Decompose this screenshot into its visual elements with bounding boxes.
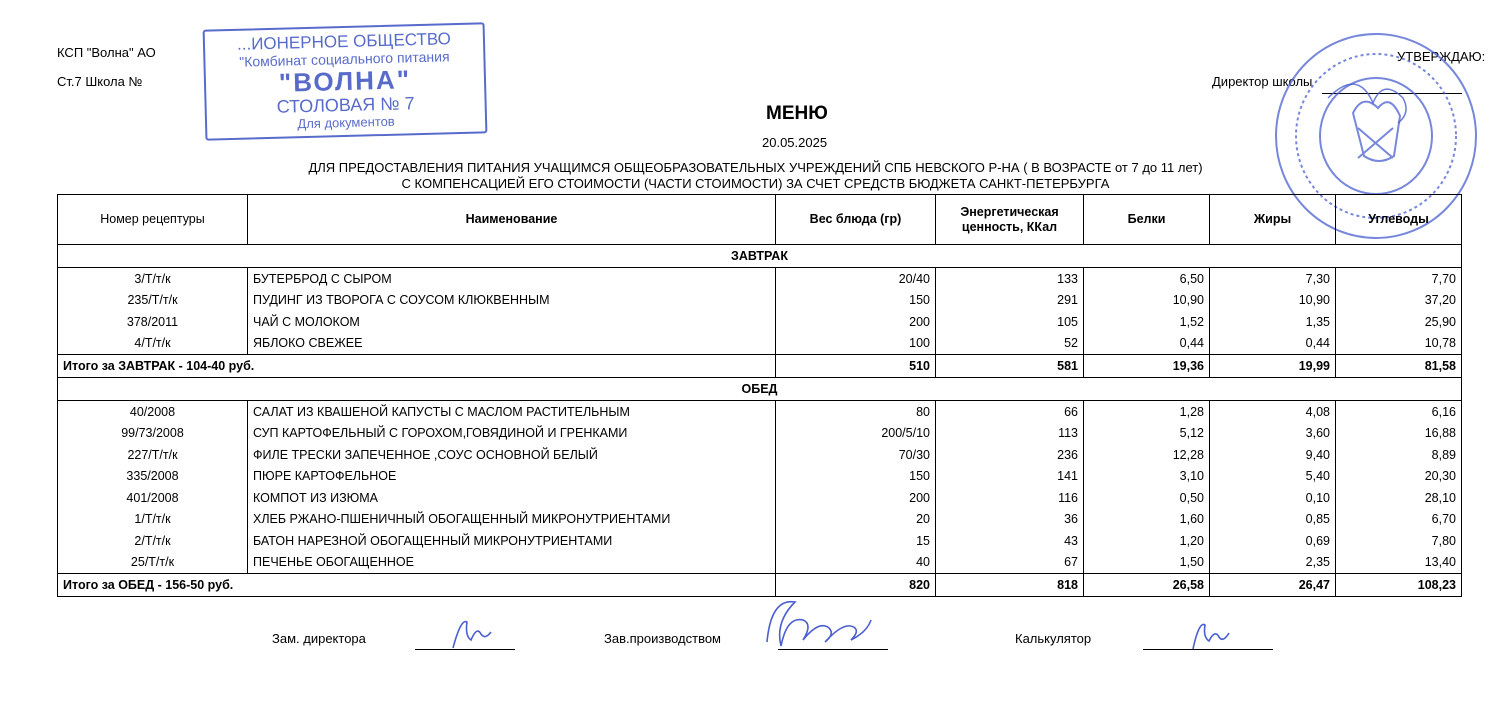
total-weight: 820 [776, 574, 936, 597]
total-weight: 510 [776, 355, 936, 378]
col-protein: Белки [1084, 195, 1210, 245]
page-title: МЕНЮ [766, 103, 828, 124]
cell-recipe: 2/Т/т/к [58, 530, 248, 552]
cell-name: ПЕЧЕНЬЕ ОБОГАЩЕННОЕ [248, 552, 776, 574]
total-row-breakfast [58, 355, 1462, 378]
cell-recipe: 99/73/2008 [58, 423, 248, 445]
cell-name: КОМПОТ ИЗ ИЗЮМА [248, 487, 776, 509]
cell-fat: 0,69 [1210, 530, 1336, 552]
cell-name: БУТЕРБРОД С СЫРОМ [248, 268, 776, 290]
table-row [58, 333, 1462, 355]
table-row [58, 466, 1462, 488]
cell-protein: 3,10 [1084, 466, 1210, 488]
cell-fat: 2,35 [1210, 552, 1336, 574]
deputy-director-label: Зам. директора [272, 631, 366, 646]
cell-weight: 70/30 [776, 444, 936, 466]
cell-name: ХЛЕБ РЖАНО-ПШЕНИЧНЫЙ ОБОГАЩЕННЫЙ МИКРОНУТРИЕНТАМИ [248, 509, 776, 531]
calculator-label: Калькулятор [1015, 631, 1092, 646]
cell-carbs: 13,40 [1336, 552, 1462, 574]
stamp-line-2: "Комбинат социального питания [239, 48, 450, 70]
school-number: Ст.7 Школа № [57, 74, 143, 89]
cell-recipe: 227/Т/т/к [58, 444, 248, 466]
cell-recipe: 378/2011 [58, 311, 248, 333]
org-name: КСП "Волна" АО [57, 45, 156, 60]
cell-weight: 200 [776, 311, 936, 333]
cell-recipe: 25/Т/т/к [58, 552, 248, 574]
total-fat: 26,47 [1210, 574, 1336, 597]
col-energy: Энергетическая ценность, ККал [936, 195, 1084, 245]
table-row [58, 268, 1462, 290]
cell-protein: 10,90 [1084, 290, 1210, 312]
table-row [58, 552, 1462, 574]
cell-energy: 133 [936, 268, 1084, 290]
menu-date: 20.05.2025 [762, 135, 828, 150]
cell-recipe: 401/2008 [58, 487, 248, 509]
director-signature-icon [1328, 84, 1406, 123]
stamp-line-1: ...ИОНЕРНОЕ ОБЩЕСТВО [236, 29, 452, 54]
cell-name: ПУДИНГ ИЗ ТВОРОГА С СОУСОМ КЛЮКВЕННЫМ [248, 290, 776, 312]
cell-protein: 1,28 [1084, 401, 1210, 423]
cell-name: ФИЛЕ ТРЕСКИ ЗАПЕЧЕННОЕ ,СОУС ОСНОВНОЙ БЕЛЫЙ [248, 444, 776, 466]
cell-energy: 116 [936, 487, 1084, 509]
table-row [58, 311, 1462, 333]
cell-recipe: 335/2008 [58, 466, 248, 488]
section-title-lunch: ОБЕД [58, 378, 1462, 401]
cell-fat: 3,60 [1210, 423, 1336, 445]
cell-fat: 10,90 [1210, 290, 1336, 312]
col-recipe: Номер рецептуры [58, 195, 248, 245]
cell-carbs: 6,16 [1336, 401, 1462, 423]
cell-carbs: 7,80 [1336, 530, 1462, 552]
cell-carbs: 16,88 [1336, 423, 1462, 445]
col-carbs: Углеводы [1336, 195, 1462, 245]
cell-energy: 36 [936, 509, 1084, 531]
section-row-lunch [58, 378, 1462, 401]
total-energy: 818 [936, 574, 1084, 597]
cell-name: ЯБЛОКО СВЕЖЕЕ [248, 333, 776, 355]
cell-protein: 1,52 [1084, 311, 1210, 333]
cell-protein: 1,20 [1084, 530, 1210, 552]
cell-energy: 113 [936, 423, 1084, 445]
cell-weight: 80 [776, 401, 936, 423]
cell-weight: 40 [776, 552, 936, 574]
cell-recipe: 3/Т/т/к [58, 268, 248, 290]
cell-weight: 20/40 [776, 268, 936, 290]
total-carbs: 81,58 [1336, 355, 1462, 378]
cell-name: САЛАТ ИЗ КВАШЕНОЙ КАПУСТЫ С МАСЛОМ РАСТИТЕЛЬНЫМ [248, 401, 776, 423]
cell-energy: 236 [936, 444, 1084, 466]
subtitle-line-1: ДЛЯ ПРЕДОСТАВЛЕНИЯ ПИТАНИЯ УЧАЩИМСЯ ОБЩЕОБРАЗОВАТЕЛЬНЫХ УЧРЕЖДЕНИЙ СПБ НЕВСКОГО Р-НА ( В ВОЗРАСТЕ от 7 до 11 лет) [308, 160, 1203, 175]
cell-protein: 0,50 [1084, 487, 1210, 509]
cell-protein: 1,60 [1084, 509, 1210, 531]
table-row [58, 423, 1462, 445]
cell-energy: 105 [936, 311, 1084, 333]
total-label: Итого за ЗАВТРАК - 104-40 руб. [58, 355, 776, 378]
cell-fat: 4,08 [1210, 401, 1336, 423]
cell-fat: 0,44 [1210, 333, 1336, 355]
cell-energy: 66 [936, 401, 1084, 423]
stamp-line-5: Для документов [297, 113, 395, 132]
cell-carbs: 25,90 [1336, 311, 1462, 333]
cell-carbs: 8,89 [1336, 444, 1462, 466]
cell-fat: 0,85 [1210, 509, 1336, 531]
col-name: Наименование [248, 195, 776, 245]
total-fat: 19,99 [1210, 355, 1336, 378]
cell-protein: 6,50 [1084, 268, 1210, 290]
total-label: Итого за ОБЕД - 156-50 руб. [58, 574, 776, 597]
cell-weight: 200 [776, 487, 936, 509]
deputy-signature-icon [445, 612, 495, 654]
cell-name: ЧАЙ С МОЛОКОМ [248, 311, 776, 333]
col-fat: Жиры [1210, 195, 1336, 245]
cell-energy: 141 [936, 466, 1084, 488]
cell-carbs: 20,30 [1336, 466, 1462, 488]
table-header-row [58, 195, 1462, 245]
cell-weight: 100 [776, 333, 936, 355]
section-row-breakfast [58, 245, 1462, 268]
cell-protein: 1,50 [1084, 552, 1210, 574]
cell-fat: 1,35 [1210, 311, 1336, 333]
cell-recipe: 4/Т/т/к [58, 333, 248, 355]
company-stamp [203, 22, 488, 140]
cell-recipe: 235/Т/т/к [58, 290, 248, 312]
cell-weight: 200/5/10 [776, 423, 936, 445]
cell-energy: 291 [936, 290, 1084, 312]
production-head-label: Зав.производством [604, 631, 721, 646]
total-energy: 581 [936, 355, 1084, 378]
stamp-line-4: СТОЛОВАЯ № 7 [276, 93, 415, 117]
cell-fat: 5,40 [1210, 466, 1336, 488]
cell-recipe: 1/Т/т/к [58, 509, 248, 531]
cell-carbs: 10,78 [1336, 333, 1462, 355]
cell-carbs: 7,70 [1336, 268, 1462, 290]
cell-name: СУП КАРТОФЕЛЬНЫЙ С ГОРОХОМ,ГОВЯДИНОЙ И ГРЕНКАМИ [248, 423, 776, 445]
cell-carbs: 28,10 [1336, 487, 1462, 509]
cell-carbs: 37,20 [1336, 290, 1462, 312]
cell-fat: 0,10 [1210, 487, 1336, 509]
table-row [58, 530, 1462, 552]
cell-name: ПЮРЕ КАРТОФЕЛЬНОЕ [248, 466, 776, 488]
cell-protein: 5,12 [1084, 423, 1210, 445]
cell-fat: 9,40 [1210, 444, 1336, 466]
cell-weight: 150 [776, 466, 936, 488]
cell-energy: 67 [936, 552, 1084, 574]
table-row [58, 401, 1462, 423]
table-row [58, 487, 1462, 509]
cell-weight: 150 [776, 290, 936, 312]
table-row [58, 290, 1462, 312]
cell-fat: 7,30 [1210, 268, 1336, 290]
total-carbs: 108,23 [1336, 574, 1462, 597]
subtitle-line-2: С КОМПЕНСАЦИЕЙ ЕГО СТОИМОСТИ (ЧАСТИ СТОИМОСТИ) ЗА СЧЕТ СРЕДСТВ БЮДЖЕТА САНКТ-ПЕТЕРБУРГА [401, 176, 1110, 191]
col-weight: Вес блюда (гр) [776, 195, 936, 245]
cell-weight: 15 [776, 530, 936, 552]
calculator-signature-icon [1183, 615, 1233, 655]
director-label: Директор школы [1212, 74, 1313, 89]
section-title-breakfast: ЗАВТРАК [58, 245, 1462, 268]
stamp-line-3: "ВОЛНА" [278, 64, 412, 98]
total-protein: 26,58 [1084, 574, 1210, 597]
cell-carbs: 6,70 [1336, 509, 1462, 531]
approve-label: УТВЕРЖДАЮ: [1397, 49, 1486, 64]
cell-protein: 0,44 [1084, 333, 1210, 355]
cell-recipe: 40/2008 [58, 401, 248, 423]
total-protein: 19,36 [1084, 355, 1210, 378]
cell-protein: 12,28 [1084, 444, 1210, 466]
cell-weight: 20 [776, 509, 936, 531]
table-row [58, 444, 1462, 466]
table-row [58, 509, 1462, 531]
cell-energy: 43 [936, 530, 1084, 552]
cell-energy: 52 [936, 333, 1084, 355]
menu-table [57, 194, 1462, 597]
cell-name: БАТОН НАРЕЗНОЙ ОБОГАЩЕННЫЙ МИКРОНУТРИЕНТАМИ [248, 530, 776, 552]
production-signature-icon [755, 592, 895, 658]
